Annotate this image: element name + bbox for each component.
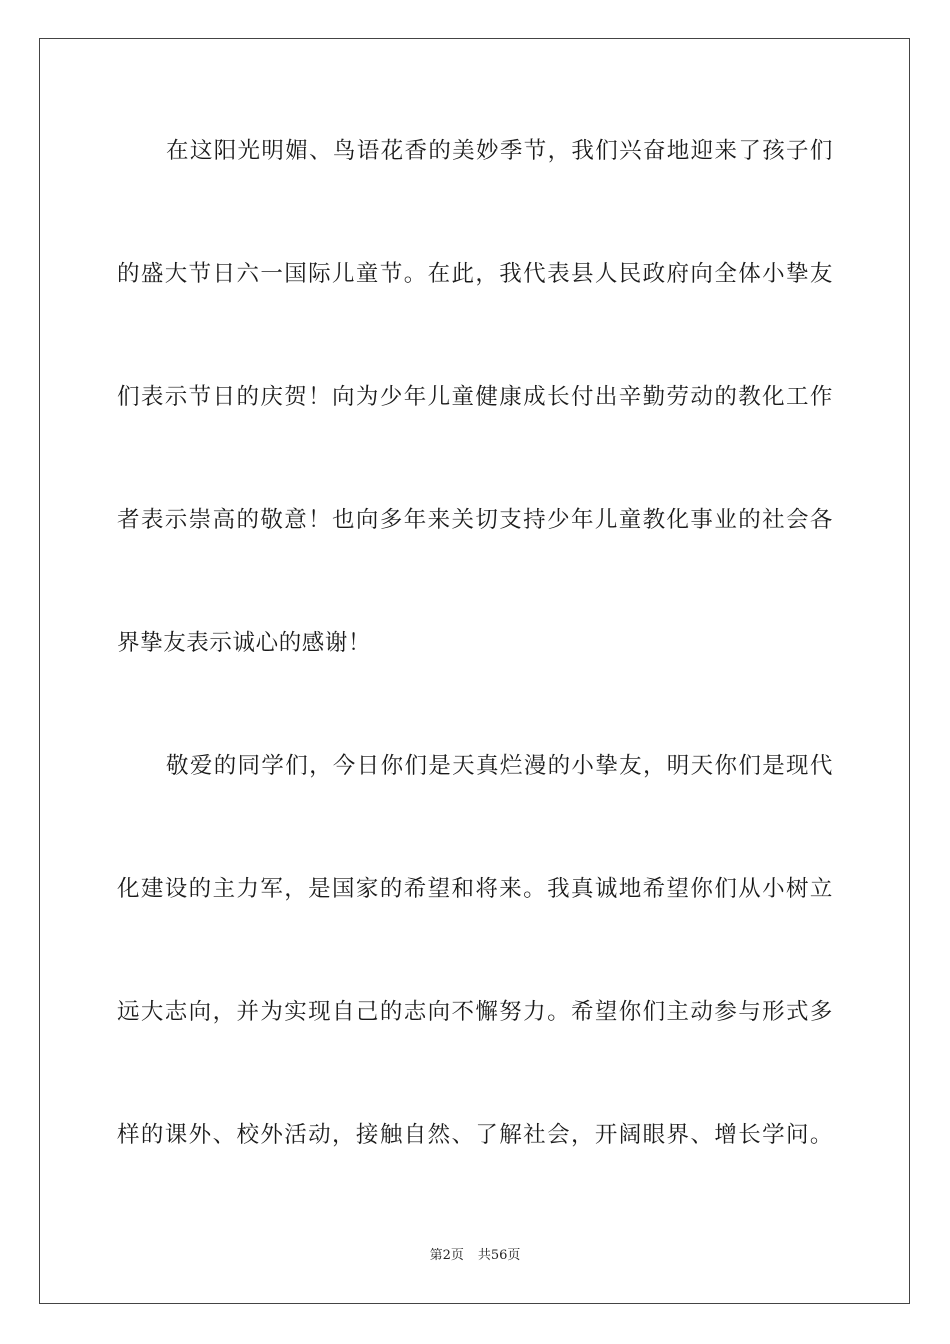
text-line: 们表示节日的庆贺！向为少年儿童健康成长付出辛勤劳动的教化工作 [117,384,833,410]
text-line: 在这阳光明媚、鸟语花香的美妙季节，我们兴奋地迎来了孩子们 [166,138,833,164]
page-total: 共56页 [477,1248,521,1263]
text-line: 界挚友表示诚心的感谢！ [117,630,372,656]
page-number: 第2页 [429,1248,464,1263]
page-border [39,38,910,1304]
text-line: 敬爱的同学们，今日你们是天真烂漫的小挚友，明天你们是现代 [166,753,833,779]
page-footer [0,1247,950,1265]
text-line: 样的课外、校外活动，接触自然、了解社会，开阔眼界、增长学问。 [117,1122,833,1148]
text-line: 者表示崇高的敬意！也向多年来关切支持少年儿童教化事业的社会各 [117,507,833,533]
text-line: 远大志向，并为实现自己的志向不懈努力。希望你们主动参与形式多 [117,999,833,1025]
text-line: 的盛大节日六一国际儿童节。在此，我代表县人民政府向全体小挚友 [117,261,833,287]
text-line: 化建设的主力军，是国家的希望和将来。我真诚地希望你们从小树立 [117,876,833,902]
